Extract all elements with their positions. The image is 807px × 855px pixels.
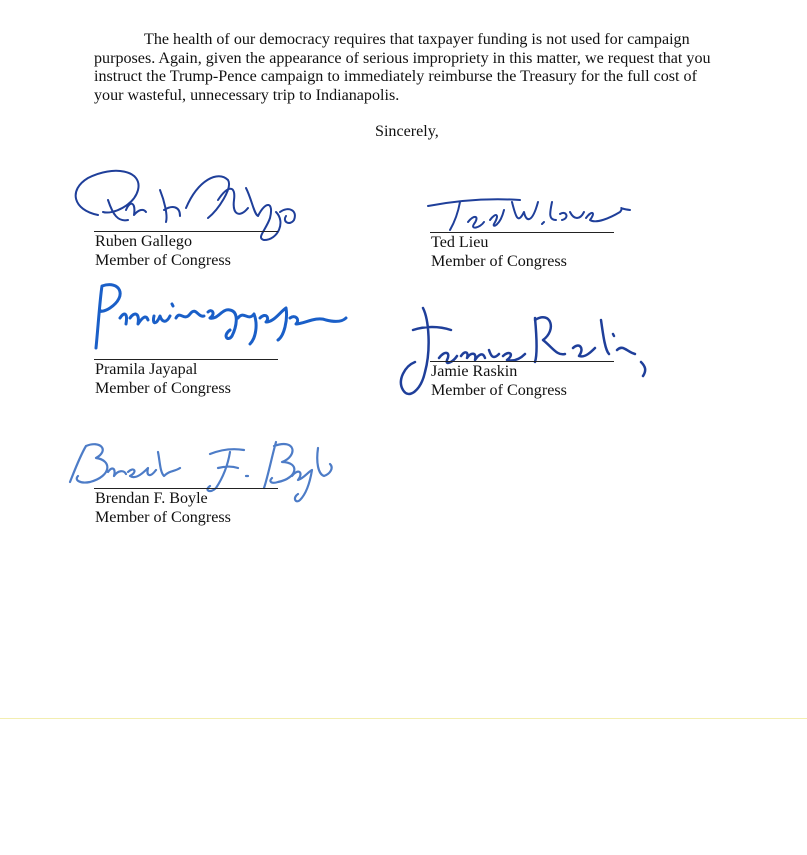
body-paragraph: The health of our democracy requires that taxpayer funding is not used for campaign purposes. Again, given the appearance of serious impropriety in this matter, we request that you instruct the Trump-Pence campaign to immediately reimburse the Treasury for the full cost of your wasteful, unnecessary trip to Indianapolis. <box>94 31 711 104</box>
signatory-brendan-f-boyle <box>95 490 231 527</box>
page-break-line <box>0 718 807 719</box>
signatory-title: Member of Congress <box>95 251 231 269</box>
signatory-name: Brendan F. Boyle <box>95 490 208 507</box>
closing-text: Sincerely, <box>375 123 439 140</box>
signatory-pramila-jayapal <box>95 361 231 398</box>
signatory-title: Member of Congress <box>431 252 567 270</box>
signature-line <box>94 488 278 489</box>
signatory-title: Member of Congress <box>431 381 567 399</box>
signatory-name: Jamie Raskin <box>431 363 518 380</box>
signature-line <box>94 359 278 360</box>
signatory-ted-lieu <box>431 234 567 271</box>
signatory-ruben-gallego <box>95 233 231 270</box>
signature-line <box>430 232 614 233</box>
signature-pramila-jayapal <box>80 278 350 358</box>
signatory-name: Pramila Jayapal <box>95 361 198 378</box>
signature-line <box>94 231 278 232</box>
signatory-title: Member of Congress <box>95 379 231 397</box>
signatory-name: Ted Lieu <box>431 234 489 251</box>
signatory-name: Ruben Gallego <box>95 233 192 250</box>
signatory-jamie-raskin <box>431 363 567 400</box>
signatory-title: Member of Congress <box>95 508 231 526</box>
signature-line <box>430 361 614 362</box>
signature-ted-lieu <box>420 188 640 238</box>
